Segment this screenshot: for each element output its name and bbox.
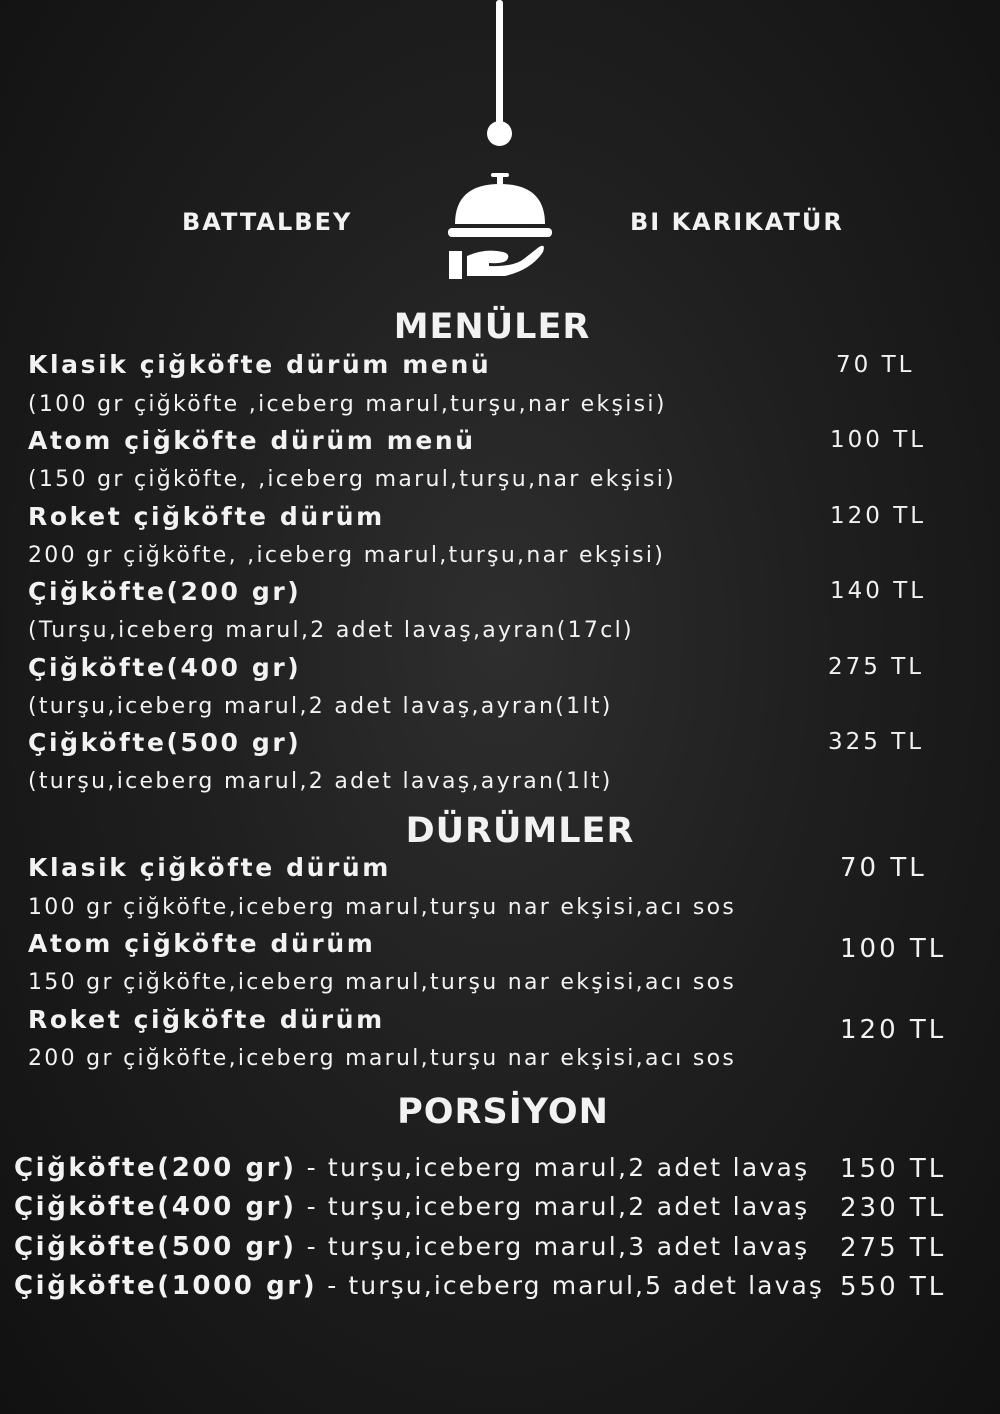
menu-item-desc: (turşu,iceberg marul,2 adet lavaş,ayran(1lt): [28, 694, 613, 719]
menu-item-price: 100 TL: [830, 427, 927, 453]
menu-item-desc: (100 gr çiğköfte ,iceberg marul,turşu,nar ekşisi): [28, 392, 667, 417]
porsiyon-item-price: 230 TL: [840, 1193, 947, 1223]
serving-cloche-icon: [445, 172, 555, 284]
hanger-line: [496, 0, 503, 124]
durum-item-name: Atom çiğköfte dürüm: [28, 929, 376, 958]
menu-item-desc: (150 gr çiğköfte, ,iceberg marul,turşu,nar ekşisi): [28, 467, 677, 492]
menu-item-name: Atom çiğköfte dürüm menü: [28, 426, 476, 455]
durum-item-name: Roket çiğköfte dürüm: [28, 1005, 385, 1034]
menu-item-name: Çiğköfte(200 gr): [28, 577, 302, 606]
menu-item-desc: 200 gr çiğköfte, ,iceberg marul,turşu,nar ekşisi): [28, 543, 666, 568]
porsiyon-item-name: Çiğköfte(500 gr): [14, 1232, 297, 1262]
hanger-dot: [487, 121, 512, 146]
porsiyon-row: [14, 1271, 824, 1301]
menu-item-price: 70 TL: [836, 352, 915, 378]
porsiyon-row: [14, 1232, 809, 1262]
porsiyon-item-desc: turşu,iceberg marul,3 adet lavaş: [327, 1232, 810, 1261]
menu-item-price: 275 TL: [828, 654, 925, 680]
durum-item-price: 100 TL: [840, 934, 947, 964]
porsiyon-item-desc: turşu,iceberg marul,2 adet lavaş: [327, 1153, 810, 1182]
porsiyon-separator: -: [306, 1192, 318, 1221]
brand-label: BI KARIKATÜR: [630, 208, 844, 236]
durum-item-desc: 200 gr çiğköfte,iceberg marul,turşu nar ekşisi,acı sos: [28, 1046, 737, 1071]
menu-item-price: 325 TL: [828, 729, 925, 755]
section-title-menuler: MENÜLER: [393, 307, 591, 347]
menu-item-name: Çiğköfte(400 gr): [28, 653, 302, 682]
menu-item-price: 140 TL: [830, 578, 927, 604]
porsiyon-row: [14, 1153, 809, 1183]
menu-item-name: Roket çiğköfte dürüm: [28, 502, 385, 531]
durum-item-desc: 100 gr çiğköfte,iceberg marul,turşu nar ekşisi,acı sos: [28, 895, 737, 920]
durum-item-price: 70 TL: [840, 853, 927, 883]
porsiyon-separator: -: [306, 1153, 318, 1182]
porsiyon-item-price: 275 TL: [840, 1233, 947, 1263]
durum-item-price: 120 TL: [840, 1015, 947, 1045]
porsiyon-item-desc: turşu,iceberg marul,2 adet lavaş: [327, 1192, 810, 1221]
section-title-porsiyon: PORSİYON: [397, 1092, 609, 1132]
porsiyon-item-name: Çiğköfte(400 gr): [14, 1192, 297, 1222]
section-title-durumler: DÜRÜMLER: [405, 811, 635, 851]
menu-item-price: 120 TL: [830, 503, 927, 529]
porsiyon-item-name: Çiğköfte(200 gr): [14, 1153, 297, 1183]
durum-item-desc: 150 gr çiğköfte,iceberg marul,turşu nar ekşisi,acı sos: [28, 970, 737, 995]
porsiyon-item-price: 150 TL: [840, 1154, 947, 1184]
porsiyon-separator: -: [327, 1271, 339, 1300]
porsiyon-row: [14, 1192, 809, 1222]
porsiyon-item-price: 550 TL: [840, 1272, 947, 1302]
porsiyon-separator: -: [306, 1232, 318, 1261]
menu-item-desc: (Turşu,iceberg marul,2 adet lavaş,ayran(17cl): [28, 618, 634, 643]
location-label: BATTALBEY: [182, 208, 353, 236]
porsiyon-item-name: Çiğköfte(1000 gr): [14, 1271, 318, 1301]
porsiyon-item-desc: turşu,iceberg marul,5 adet lavaş: [348, 1271, 825, 1300]
menu-item-desc: (turşu,iceberg marul,2 adet lavaş,ayran(1lt): [28, 769, 613, 794]
menu-item-name: Klasik çiğköfte dürüm menü: [28, 350, 492, 379]
durum-item-name: Klasik çiğköfte dürüm: [28, 853, 391, 882]
menu-item-name: Çiğköfte(500 gr): [28, 728, 302, 757]
